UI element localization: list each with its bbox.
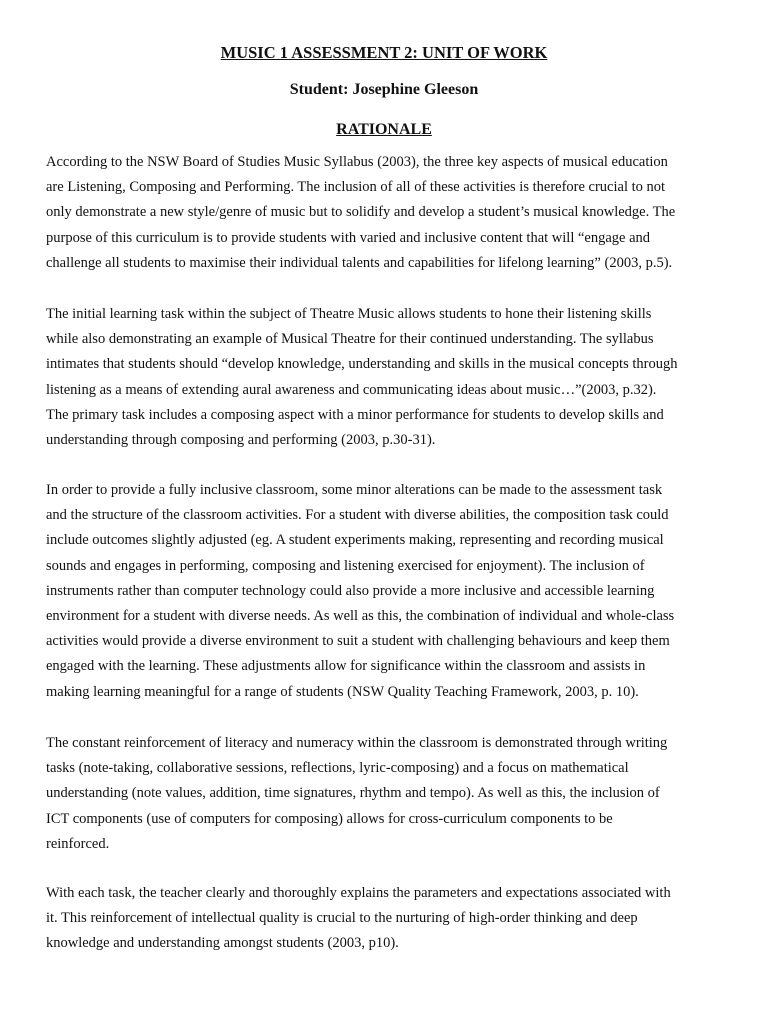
text-line: activities would provide a diverse environment to suit a student with challenging behaviours and keep them — [46, 633, 670, 650]
text-line: while also demonstrating an example of Musical Theatre for their continued understanding. The syllabus — [46, 331, 654, 348]
text-line: making learning meaningful for a range of students (NSW Quality Teaching Framework, 2003, p. 10). — [46, 683, 639, 700]
text-line: challenge all students to maximise their individual talents and capabilities for lifelong learning” (2003, p.5). — [46, 254, 673, 271]
student-name: Student: Josephine Gleeson — [289, 81, 479, 98]
text-line: The primary task includes a composing aspect with a minor performance for students to develop skills and — [46, 406, 664, 423]
text-line: intimates that students should “develop knowledge, understanding and skills in the musical concepts through — [46, 356, 678, 373]
paragraph-3 — [46, 478, 726, 705]
text-line: According to the NSW Board of Studies Music Syllabus (2003), the three key aspects of musical education — [46, 154, 668, 170]
paragraph-4 — [46, 731, 726, 857]
text-line: understanding through composing and performing (2003, p.30-31). — [46, 431, 436, 448]
text-line: purpose of this curriculum is to provide students with varied and inclusive content that will “engage and — [46, 229, 651, 246]
text-line: only demonstrate a new style/genre of music but to solidify and develop a student’s musical knowledge. The — [46, 204, 676, 221]
text-line: instruments rather than computer technology could also provide a more inclusive and accessible learning — [46, 582, 655, 599]
text-line: sounds and engages in performing, composing and listening exercised for enjoyment). The inclusion of — [46, 557, 645, 574]
text-line: reinforced. — [46, 835, 110, 852]
paragraph-5 — [46, 881, 726, 957]
text-line: understanding (note values, addition, time signatures, rhythm and tempo). As well as this, the inclusion of — [46, 785, 660, 802]
section-heading-rationale: RATIONALE — [336, 121, 432, 138]
paragraph-2 — [46, 302, 726, 453]
text-line: include outcomes slightly adjusted (eg. A student experiments making, representing and recording musical — [46, 532, 664, 549]
text-line: and the structure of the classroom activities. For a student with diverse abilities, the composition task could — [46, 507, 669, 524]
text-line: The constant reinforcement of literacy and numeracy within the classroom is demonstrated through writing — [46, 735, 668, 751]
text-line: ICT components (use of computers for composing) allows for cross-curriculum components to be — [46, 810, 613, 827]
text-line: tasks (note-taking, collaborative sessions, reflections, lyric-composing) and a focus on mathematical — [46, 760, 629, 777]
text-line: In order to provide a fully inclusive classroom, some minor alterations can be made to the assessment task — [46, 482, 663, 498]
paragraph-1 — [46, 150, 726, 276]
text-line: are Listening, Composing and Performing. The inclusion of all of these activities is therefore crucial to not — [46, 179, 666, 196]
text-line: engaged with the learning. These adjustments allow for significance within the classroom and assists in — [46, 658, 646, 675]
text-line: listening as a means of extending aural awareness and communicating ideas about music…”(2003, p.32). — [46, 381, 657, 398]
text-line: knowledge and understanding amongst students (2003, p10). — [46, 935, 399, 952]
document-title: MUSIC 1 ASSESSMENT 2: UNIT OF WORK — [220, 43, 548, 62]
text-line: The initial learning task within the subject of Theatre Music allows students to hone their listening skills — [46, 306, 652, 322]
text-line: environment for a student with diverse needs. As well as this, the combination of individual and whole-class — [46, 607, 675, 624]
text-line: With each task, the teacher clearly and thoroughly explains the parameters and expectations associated with — [46, 885, 671, 901]
text-line: it. This reinforcement of intellectual quality is crucial to the nurturing of high-order thinking and deep — [46, 910, 638, 927]
